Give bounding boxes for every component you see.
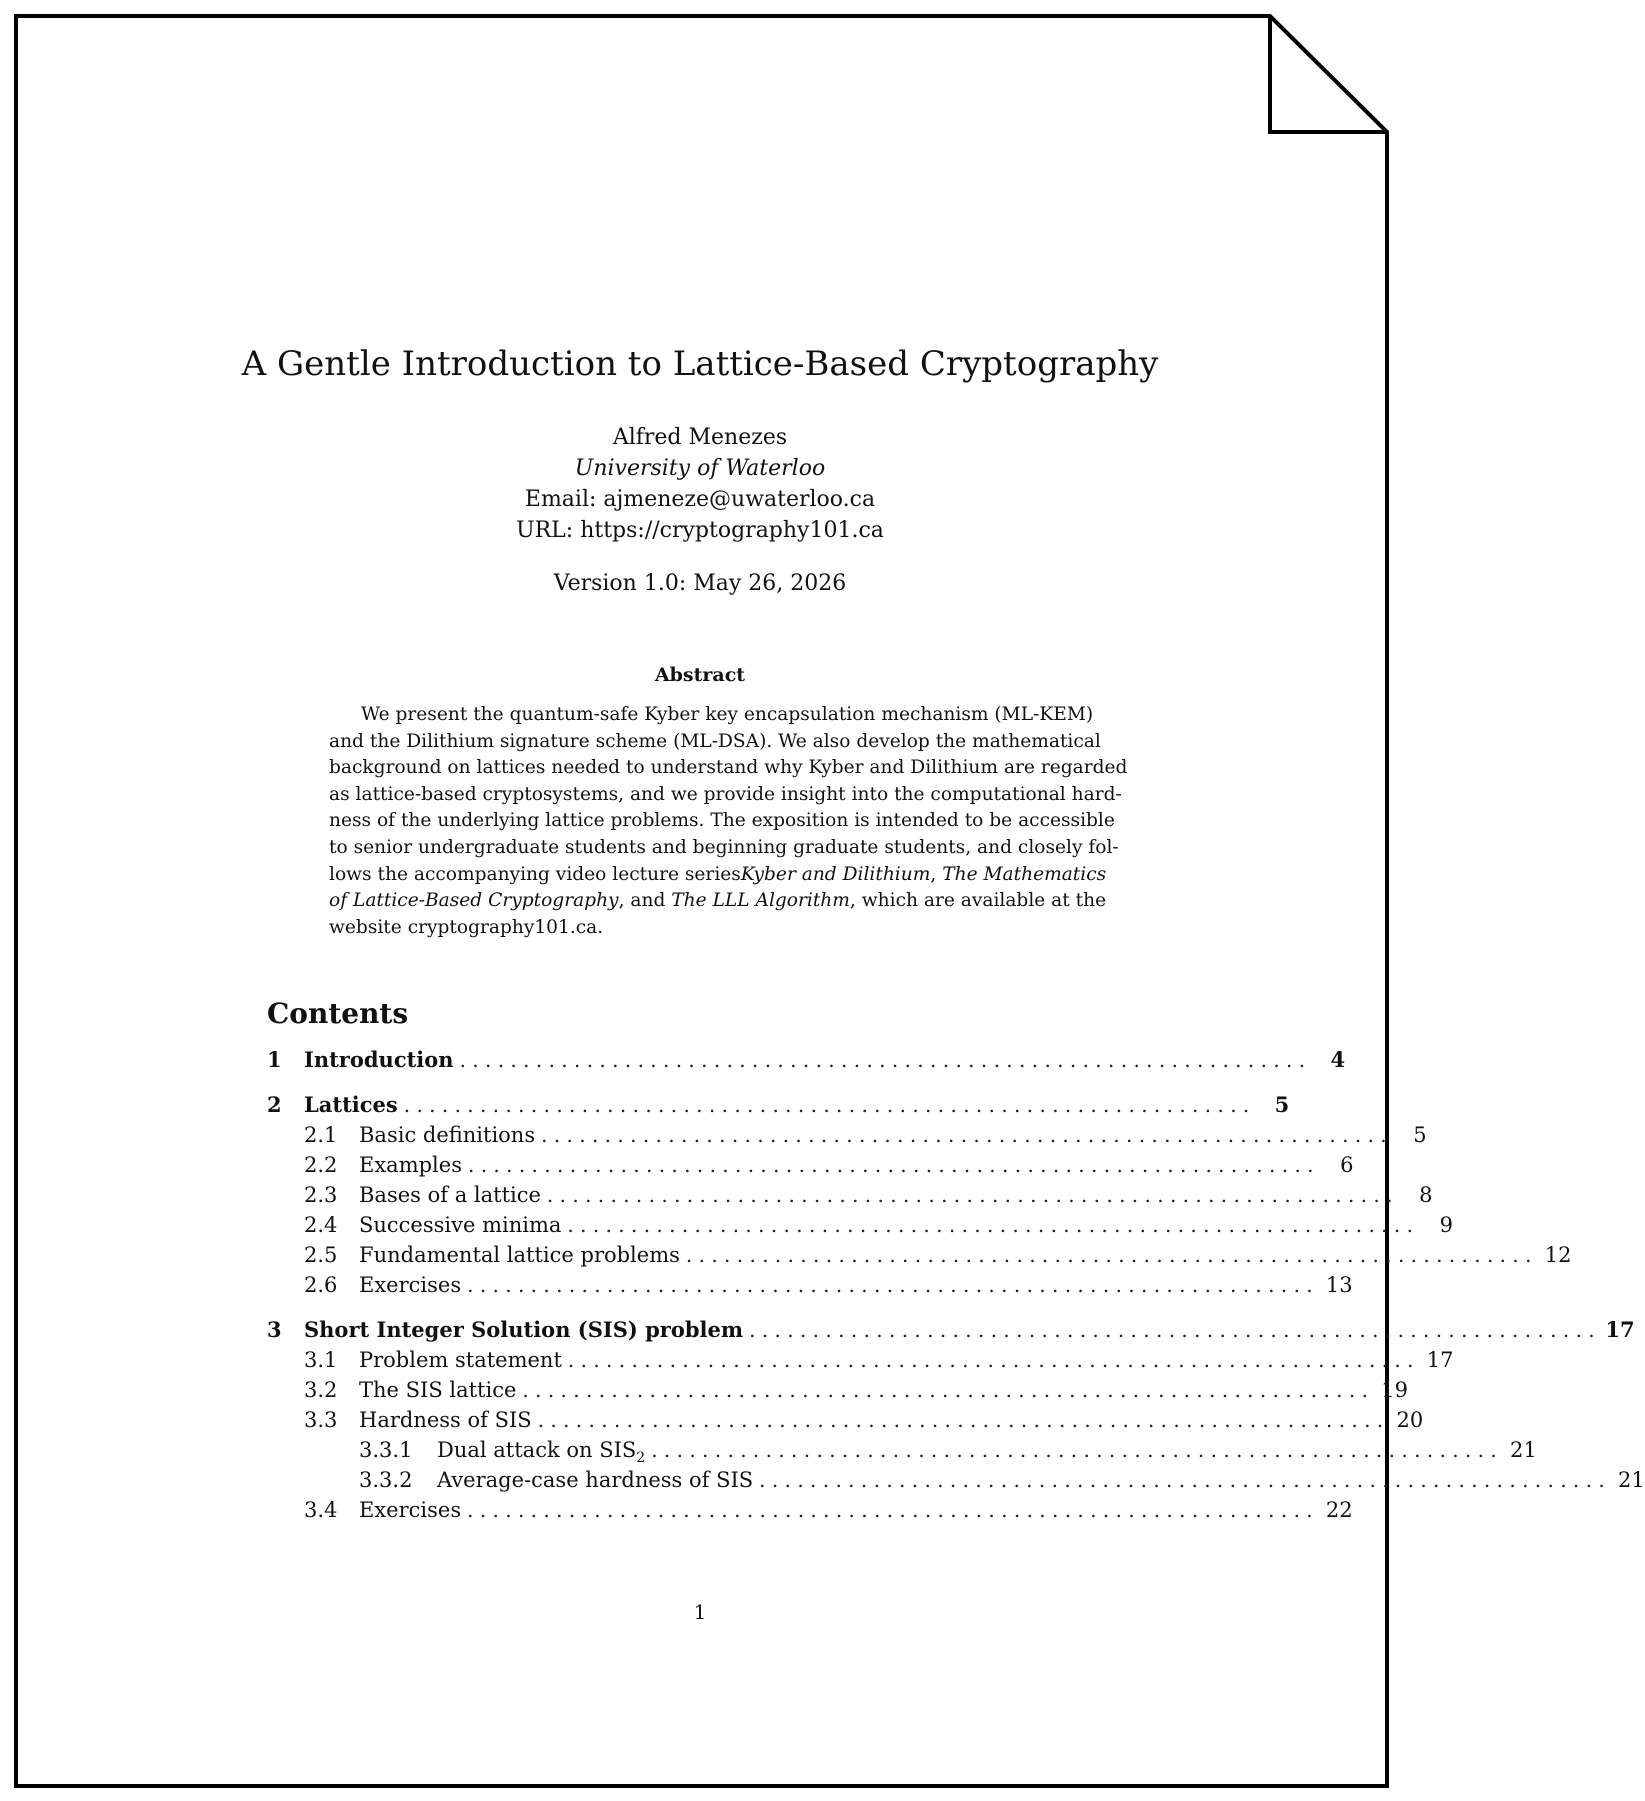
toc-dot-leader: . . . . . . . . . . . . . . . . . . . . . . . . . . . . . . . . . . . . . . . . . . . . . . . . . . . . . . . . . . . . . . . . . . . — [537, 1408, 1384, 1432]
toc-dot-leader: . . . . . . . . . . . . . . . . . . . . . . . . . . . . . . . . . . . . . . . . . . . . . . . . . . . . . . . . . . . . . . . . . . . — [567, 1348, 1414, 1372]
author-affiliation: University of Waterloo — [574, 456, 826, 481]
abstract-fragment: lows the accompanying video lecture series — [329, 863, 741, 885]
toc-entry-page: 8 — [1419, 1183, 1433, 1207]
toc-entry-page: 21 — [1617, 1468, 1645, 1492]
toc-entry-title-text: Successive minima — [359, 1213, 562, 1237]
toc-entry-title — [437, 1435, 651, 1465]
toc-entry-number: 2.2 — [304, 1153, 338, 1177]
toc-entry-page: 22 — [1325, 1498, 1353, 1522]
toc-entry-title-text: Problem statement — [359, 1348, 562, 1372]
toc-entry-title-text: Basic definitions — [359, 1123, 536, 1147]
toc-entry-title-text: Exercises — [359, 1498, 462, 1522]
toc-entry-page: 13 — [1325, 1273, 1353, 1297]
toc-entry-title — [304, 1045, 460, 1075]
toc-entry-title — [359, 1210, 567, 1240]
toc-entry-page: 9 — [1439, 1213, 1453, 1237]
lecture-title: Kyber and Dilithium — [740, 863, 931, 885]
document-version: Version 1.0: May 26, 2026 — [553, 571, 847, 596]
toc-entry-number: 2.4 — [304, 1213, 338, 1237]
toc-entry-title-text: The SIS lattice — [359, 1378, 517, 1402]
toc-entry[interactable] — [267, 1090, 1290, 1120]
toc-dot-leader: . . . . . . . . . . . . . . . . . . . . . . . . . . . . . . . . . . . . . . . . . . . . . . . . . . . . . . . . . . . . . . . . . . . — [749, 1318, 1595, 1342]
document-title: A Gentle Introduction to Lattice-Based Cryptography — [241, 344, 1159, 384]
toc-entry-page: 21 — [1510, 1438, 1537, 1462]
toc-entry[interactable] — [267, 1270, 1353, 1300]
toc-entry[interactable] — [267, 1045, 1346, 1075]
abstract-line: website cryptography101.ca. — [329, 916, 604, 938]
toc-entry-subscript: 2 — [636, 1450, 646, 1467]
toc-entry-title-text: Exercises — [359, 1273, 462, 1297]
abstract-line — [329, 888, 1107, 915]
toc-dot-leader: . . . . . . . . . . . . . . . . . . . . . . . . . . . . . . . . . . . . . . . . . . . . . . . . . . . . . . . . . . . . . . . . . . . — [546, 1183, 1393, 1207]
toc-dot-leader: . . . . . . . . . . . . . . . . . . . . . . . . . . . . . . . . . . . . . . . . . . . . . . . . . . . . . . . . . . . . . . . . . . . — [522, 1378, 1368, 1402]
toc-dot-leader: . . . . . . . . . . . . . . . . . . . . . . . . . . . . . . . . . . . . . . . . . . . . . . . . . . . . . . . . . . . . . . . . . . . — [467, 1273, 1313, 1297]
toc-dot-leader: . . . . . . . . . . . . . . . . . . . . . . . . . . . . . . . . . . . . . . . . . . . . . . . . . . . . . . . . . . . . . . . . . . . — [467, 1498, 1313, 1522]
abstract-fragment — [741, 862, 1106, 889]
abstract-fragment: , which are available at the — [849, 890, 1107, 912]
toc-entry-page: 19 — [1381, 1378, 1408, 1402]
toc-entry-page: 5 — [1413, 1123, 1427, 1147]
author-email: Email: ajmeneze@uwaterloo.ca — [524, 487, 876, 512]
toc-entry-title — [359, 1270, 467, 1300]
toc-entry[interactable] — [267, 1405, 1424, 1435]
toc-entry-number: 3.1 — [304, 1348, 338, 1372]
toc-entry-title — [437, 1465, 759, 1495]
toc-entry[interactable] — [267, 1315, 1635, 1345]
toc-entry-number: 3.3.2 — [359, 1468, 413, 1492]
toc-entry-number: 2.5 — [304, 1243, 338, 1267]
abstract-heading: Abstract — [654, 664, 746, 686]
toc-entry[interactable] — [267, 1465, 1645, 1495]
toc-entry[interactable] — [267, 1435, 1537, 1467]
toc-entry-number: 2.1 — [304, 1123, 338, 1147]
lecture-title: The LLL Algorithm — [671, 890, 850, 912]
lecture-title: The Mathematics — [942, 863, 1107, 885]
toc-entry-number: 3.3.1 — [359, 1438, 413, 1462]
toc-entry-page: 20 — [1396, 1408, 1424, 1432]
toc-entry-title-text: Average-case hardness of SIS — [437, 1468, 754, 1492]
toc-entry-number: 2.6 — [304, 1273, 338, 1297]
toc-entry-title-text: Hardness of SIS — [359, 1408, 532, 1432]
toc-entry[interactable] — [267, 1150, 1354, 1180]
toc-entry-page: 5 — [1274, 1092, 1290, 1117]
toc-dot-leader: . . . . . . . . . . . . . . . . . . . . . . . . . . . . . . . . . . . . . . . . . . . . . . . . . . . . . . . . . . . . . . . . . . . — [651, 1438, 1497, 1462]
toc-entry-page: 4 — [1330, 1047, 1346, 1072]
toc-dot-leader: . . . . . . . . . . . . . . . . . . . . . . . . . . . . . . . . . . . . . . . . . . . . . . . . . . . . . . . . . . . . . . . . . . . — [567, 1213, 1413, 1237]
toc-dot-leader: . . . . . . . . . . . . . . . . . . . . . . . . . . . . . . . . . . . . . . . . . . . . . . . . . . . . . . . . . . . . . . . . . . . — [403, 1093, 1250, 1117]
toc-entry-title — [359, 1345, 568, 1375]
abstract-line: as lattice-based cryptosystems, and we provide insight into the computational hard- — [329, 783, 1122, 805]
abstract-fragment: , — [930, 863, 943, 885]
abstract-line: We present the quantum-safe Kyber key encapsulation mechanism (ML-KEM) — [361, 704, 1094, 725]
toc-entry-page: 12 — [1544, 1243, 1572, 1267]
toc-entry-page: 6 — [1340, 1153, 1354, 1177]
toc-dot-leader: . . . . . . . . . . . . . . . . . . . . . . . . . . . . . . . . . . . . . . . . . . . . . . . . . . . . . . . . . . . . . . . . . . . — [759, 1468, 1605, 1492]
contents-heading: Contents — [267, 997, 409, 1030]
abstract-text — [329, 702, 1128, 941]
author-name: Alfred Menezes — [612, 425, 788, 450]
toc-entry-number: 3.2 — [304, 1378, 338, 1402]
toc-entry[interactable] — [267, 1210, 1453, 1240]
toc-dot-leader: . . . . . . . . . . . . . . . . . . . . . . . . . . . . . . . . . . . . . . . . . . . . . . . . . . . . . . . . . . . . . . . . . . . — [685, 1243, 1532, 1267]
abstract-line: background on lattices needed to understand why Kyber and Dilithium are regarded — [329, 757, 1128, 779]
toc-entry-title-text: Short Integer Solution (SIS) problem — [304, 1317, 744, 1342]
abstract-line: ness of the underlying lattice problems. The exposition is intended to be accessible — [329, 810, 1115, 832]
toc-entry-number: 2 — [267, 1092, 282, 1117]
toc-dot-leader: . . . . . . . . . . . . . . . . . . . . . . . . . . . . . . . . . . . . . . . . . . . . . . . . . . . . . . . . . . . . . . . . . . . — [541, 1123, 1387, 1147]
toc-entry[interactable] — [267, 1375, 1408, 1405]
toc-entry-title — [304, 1315, 749, 1345]
toc-entry-number: 3.4 — [304, 1498, 338, 1522]
toc-entry-number: 3.3 — [304, 1408, 338, 1432]
toc-entry-number: 2.3 — [304, 1183, 338, 1207]
author-url: URL: https://cryptography101.ca — [516, 518, 884, 543]
toc-entry-title-text: Bases of a lattice — [359, 1183, 541, 1207]
toc-entry[interactable] — [267, 1495, 1353, 1525]
toc-entry-title-text: Examples — [359, 1153, 462, 1177]
toc-entry-title — [359, 1150, 468, 1180]
toc-entry-title-text: Fundamental lattice problems — [359, 1243, 680, 1267]
toc-entry-title — [359, 1120, 541, 1150]
toc-entry-title-text: Dual attack on SIS — [437, 1438, 637, 1462]
toc-dot-leader: . . . . . . . . . . . . . . . . . . . . . . . . . . . . . . . . . . . . . . . . . . . . . . . . . . . . . . . . . . . . . . . . . . . — [459, 1048, 1306, 1072]
toc-entry-page: 17 — [1426, 1348, 1454, 1372]
toc-entry-title — [359, 1180, 547, 1210]
toc-entry-title — [359, 1405, 538, 1435]
abstract-fragment — [329, 888, 850, 915]
toc-entry-number: 1 — [267, 1047, 282, 1072]
toc-dot-leader: . . . . . . . . . . . . . . . . . . . . . . . . . . . . . . . . . . . . . . . . . . . . . . . . . . . . . . . . . . . . . . . . . . . — [467, 1153, 1314, 1177]
abstract-line — [329, 862, 1107, 889]
toc-entry-title — [359, 1240, 686, 1270]
toc-entry-title-text: Introduction — [304, 1047, 454, 1072]
toc-entry-title-text: Lattices — [304, 1092, 398, 1117]
abstract-fragment: , and — [618, 890, 672, 912]
toc-entry[interactable] — [267, 1345, 1454, 1375]
toc-entry[interactable] — [267, 1120, 1427, 1150]
abstract-line: to senior undergraduate students and beginning graduate students, and closely fol- — [329, 836, 1119, 858]
abstract-line: and the Dilithium signature scheme (ML-DSA). We also develop the mathematical — [329, 730, 1101, 752]
toc-entry-title — [304, 1090, 404, 1120]
toc-entry[interactable] — [267, 1240, 1572, 1270]
lecture-title: of Lattice-Based Cryptography — [329, 890, 619, 912]
toc-entry-page: 17 — [1605, 1317, 1635, 1342]
toc-entry-title — [359, 1495, 467, 1525]
toc-entry-title — [359, 1375, 522, 1405]
toc-entry-number: 3 — [267, 1317, 282, 1342]
page-number: 1 — [693, 1600, 707, 1624]
toc-entry[interactable] — [267, 1180, 1433, 1210]
